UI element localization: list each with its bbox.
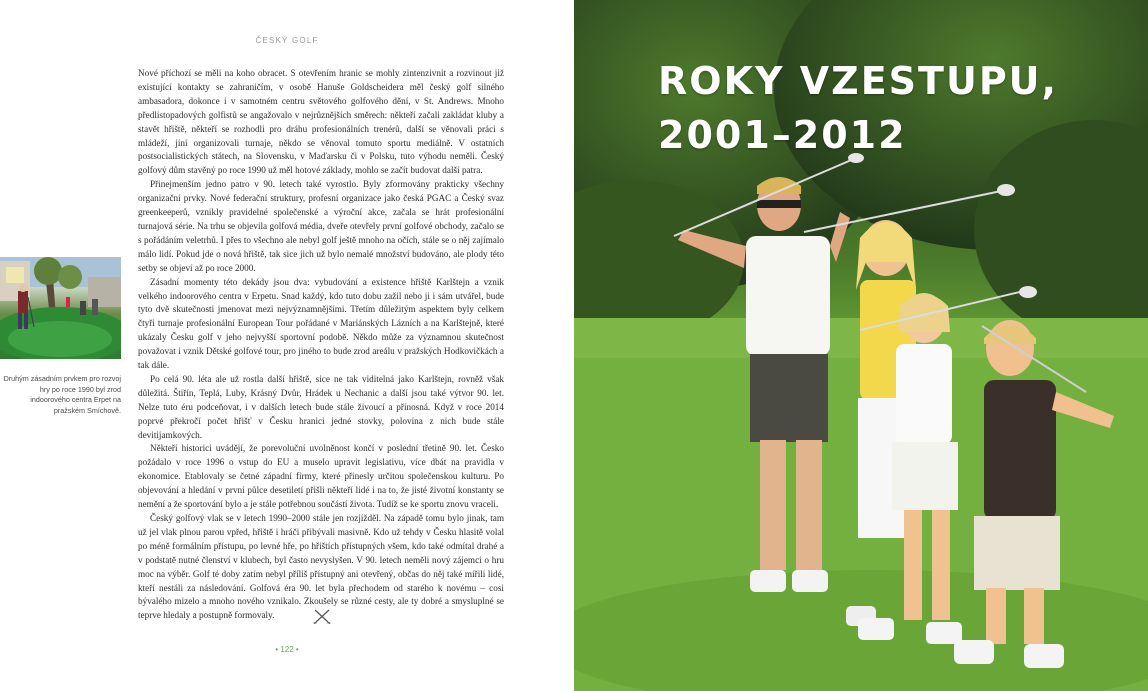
chapter-title-line2: 2001–2012 [658, 113, 907, 157]
paragraph: Po celá 90. léta ale už rostla další hřiště, sice ne tak viditelná jako Karlštejn, rovněž však důležitá. Štiřín, Teplá, Luby, Krásný Dvůr, Hrádek u Nechanic a další jsou také výtvor 90. let. Nelze tuto éru podceňovat, i v dalších letech bude stále živoucí a přínosná. Když v roce 2014 poprvé překročí počet hřišť v Česku hranici jedné stovky, polovina z nich bude stále devitijamkových. [138, 373, 504, 440]
body-text [138, 67, 504, 623]
paragraph: Český golfový vlak se v letech 1990–2000 stále jen rozjížděl. Na západě tomu bylo jinak, tam už jel vlak plnou parou vpřed, hřiště i hráči přibývali masivně. Kdo už tehdy v Česku hlasitě volal po méně formálním přístupu, po levné hře, po hřištích přístupných všem, kdo také odmítal drahé a v podstatě nutné členství v klubech, byl často nevyslyšen. V 90. letech neměli nový zájemci o hru moc na výběr. Golf té doby zatím nebyl příliš přístupný ani otevřený, občas do něj také mířili lidé, kteří nestáli za následování. Golfová éra 90. let byla přechodem od starého k novému – cosi bývalého mizelo a mnoho nového vznikalo. Zkoušely se různé cesty, ale ty dobré a smysluplné se teprve hledaly a postupně formovaly. [138, 513, 504, 621]
chapter-title [658, 54, 1058, 162]
right-page-photo [574, 0, 1148, 691]
indoor-golf-photo [0, 257, 121, 359]
page-number: • 122 • [275, 645, 299, 654]
paragraph: Nové příchozí se měli na koho obracet. S otevřením hranic se mohly zintenzivnit a rozvinout již existující kontakty se zahraničím, v osobě Hanuše Goldscheidera měl český golf silného ambasadora, dokonce i v samotném centru světového golfového dění, v St. Andrews. Mnoho předlistopadových golfistů se angažovalo v nejrůznějších směrech: někteří začali zakládat kluby a stavět hřiště, někteří se rozhodli pro dráhu profesionálních trenérů, další se věnovali práci s mládeží, jiní organizovali turnaje, někdo se věnoval tomuto sportu mediálně. V ostatních postsocialistických státech, na Slovensku, v Maďarsku či v Polsku, tuto výhodu neměli. Český golfový dům stavěný po roce 1990 už měl hotové základy, mohlo se začít budovat další patra. [138, 68, 504, 176]
indoor-golf-photo-drawing [0, 257, 121, 359]
chapter-title-line1: ROKY VZESTUPU, [658, 59, 1058, 103]
paragraph: Někteří historici uvádějí, že porevoluční uvolněnost končí v poslední třetině 90. let. Česko požádalo v roce 1996 o vstup do EU a muselo upravit legislativu, více dbát na pravidla v ekonomice. Etablovaly se četné západní firmy, které přinesly určitou společenskou kulturu. Po objevování a hledání v první půlce desetiletí přišli někteří lidé i na to, že jisté životní konstanty se nemění a že sportování bylo a je stále potřebnou součástí života. Tudíž se ke sportu znovu vraceli. [138, 443, 504, 510]
crossed-clubs-icon [313, 609, 331, 625]
photo-caption: Druhým zásadním prvkem pro rozvoj hry po roce 1990 byl zrod indoorového centra Erpet na pražském Smíchově. [3, 374, 121, 415]
running-header: ČESKÝ GOLF [255, 36, 319, 45]
paragraph: Zásadní momenty této dekády jsou dva: vybudování a existence hřiště Karlštejn a vznik velkého indoorového centra v Erpetu. Snad každý, kdo tuto dobu zažil nebo ji i sám utvářel, bude tyto dvě skutečnosti jmenovat mezi nejvýznamnějšími. Třetím důležitým aspektem byly celkem čtyři turnaje profesionální European Tour pořádané v Mariánských Lázních a na Karlštejně, které ukázaly Česku golf v jeho nejvyšší sportovní podobě. Někdo může za významnou skutečnost považovat i vznik Dětské golfové tour, pro jiného to bude zrod areálu v pražských Hodkovičkách a tak dále. [138, 276, 504, 371]
paragraph: Přinejmenším jedno patro v 90. letech také vyrostlo. Byly zformovány prakticky všechny organizační prvky. Nové federační struktury, profesní organizace jako česká PGAC a Český svaz greenkeeperů, vznikly pravidelné společenské a výroční akce, začala se hrát profesionální turnajová série. Na trhu se objevila golfová média, dveře otevřely první golfové obchody, začalo se s pořádáním veletrhů. I přes to všechno ale nebyl golf ještě mnoho na očích, stále se o něj zajímalo málo lidí. Pokud jde o nová hřiště, tak sice jich už bylo nemalé množství budováno, ale plody této setby se objeví až po roce 2000. [138, 179, 504, 273]
